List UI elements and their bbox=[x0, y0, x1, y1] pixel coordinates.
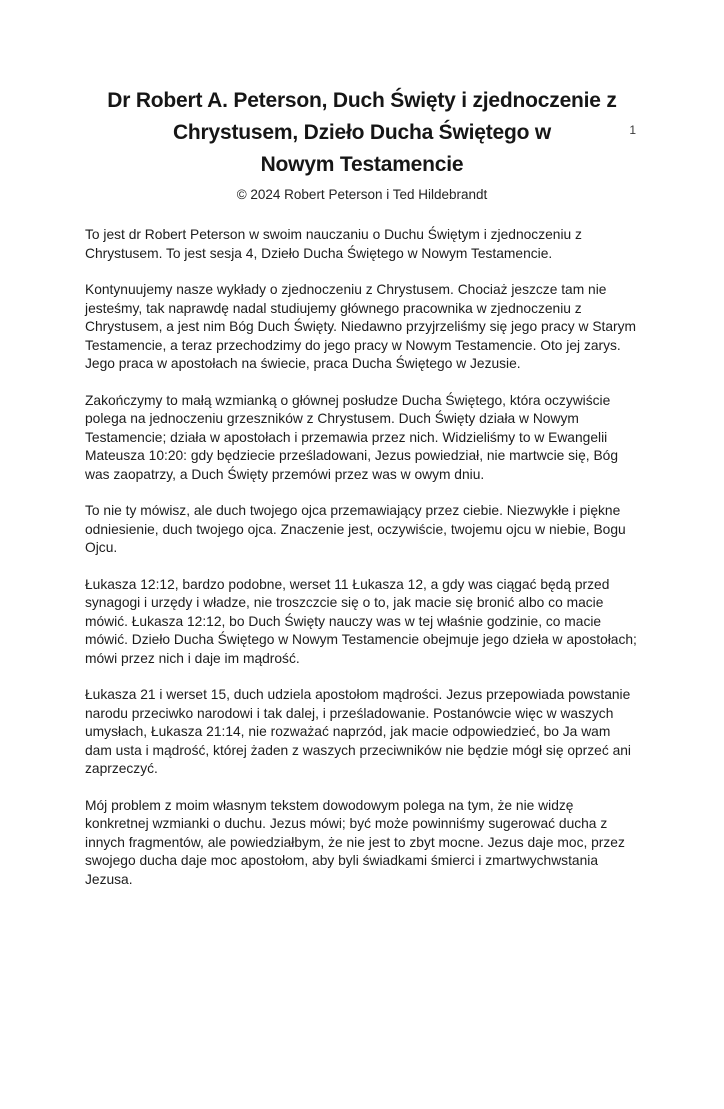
document-title bbox=[70, 85, 654, 181]
document-page bbox=[0, 85, 724, 1109]
paragraph-intro: To jest dr Robert Peterson w swoim nauczaniu o Duchu Świętym i zjednoczeniu z Chrystusem. To jest sesja 4, Dzieło Ducha Świętego w Nowym Testamencie. bbox=[85, 227, 582, 261]
document-title-line-3: Nowym Testamencie bbox=[260, 153, 464, 176]
paragraph-proof-text-problem: Mój problem z moim własnym tekstem dowodowym polega na tym, że nie widzę konkretnej wzmianki o duchu. Jezus mówi; być może powinniśmy sugerować ducha z innych fragmentów, ale powiedziałbym, że nie jest to zbyt mocne. Jezus daje moc, przez swojego ducha daje moc apostołom, aby byli świadkami śmierci i zmartwychwstania Jezusa. bbox=[85, 797, 625, 887]
page-number: 1 bbox=[629, 123, 636, 137]
paragraph-luke-21-15: Łukasza 21 i werset 15, duch udziela apostołom mądrości. Jezus przepowiada powstanie narodu przeciwko narodowi i tak dalej, i prześladowanie. Postanówcie więc w waszych umysłach, Łukasza 21:14, nie rozważać naprzód, jak macie odpowiedzieć, bo Ja wam dam usta i mądrość, której żaden z waszych przeciwników nie będzie mógł się oprzeć ani zaprzeczyć. bbox=[85, 687, 631, 776]
document-title-line-2: Chrystusem, Dzieło Ducha Świętego w bbox=[172, 121, 552, 144]
paragraph-ministry-overview: Zakończymy to małą wzmianką o głównej posłudze Ducha Świętego, która oczywiście polega na jednoczeniu grzeszników z Chrystusem. Duch Święty działa w Nowym Testamencie; działa w apostołach i przemawia przez nich. Widzieliśmy to w Ewangelii Mateusza 10:20: gdy będziecie prześladowani, Jezus powiedział, nie martwcie się, Bóg was zaopatrzy, a Duch Święty przemówi przez was w owym dniu. bbox=[85, 392, 618, 482]
copyright-line: © 2024 Robert Peterson i Ted Hildebrandt bbox=[236, 187, 488, 202]
paragraph-spirit-of-father: To nie ty mówisz, ale duch twojego ojca przemawiający przez ciebie. Niezwykłe i piękne odniesienie, duch twojego ojca. Znaczenie jest, oczywiście, twojemu ojcu w niebie, Bogu Ojcu. bbox=[85, 503, 626, 555]
document-body bbox=[85, 226, 639, 889]
paragraph-luke-12-12: Łukasza 12:12, bardzo podobne, werset 11 Łukasza 12, a gdy was ciągać będą przed synagogi i urzędy i władze, nie troszczcie się o to, jak macie się bronić albo co macie mówić. Łukasza 12:12, bo Duch Święty nauczy was w tej właśnie godzinie, co macie mówić. Dzieło Ducha Świętego w Nowym Testamencie obejmuje jego dzieła w apostołach; mówi przez nich i daje im mądrość. bbox=[85, 576, 637, 666]
paragraph-lecture-continuation: Kontynuujemy nasze wykłady o zjednoczeniu z Chrystusem. Chociaż jeszcze tam nie jesteśmy, tak naprawdę nadal studiujemy głównego pracownika w zjednoczeniu z Chrystusem, a jest nim Bóg Duch Święty. Niedawno przyjrzeliśmy się jego pracy w Starym Testamencie, a teraz przechodzimy do jego pracy w Nowym Testamencie. Oto jej zarys. Jego praca w apostołach na świecie, praca Ducha Świętego w Jezusie. bbox=[85, 282, 637, 371]
document-title-line-1: Dr Robert A. Peterson, Duch Święty i zjednoczenie z bbox=[107, 89, 617, 112]
